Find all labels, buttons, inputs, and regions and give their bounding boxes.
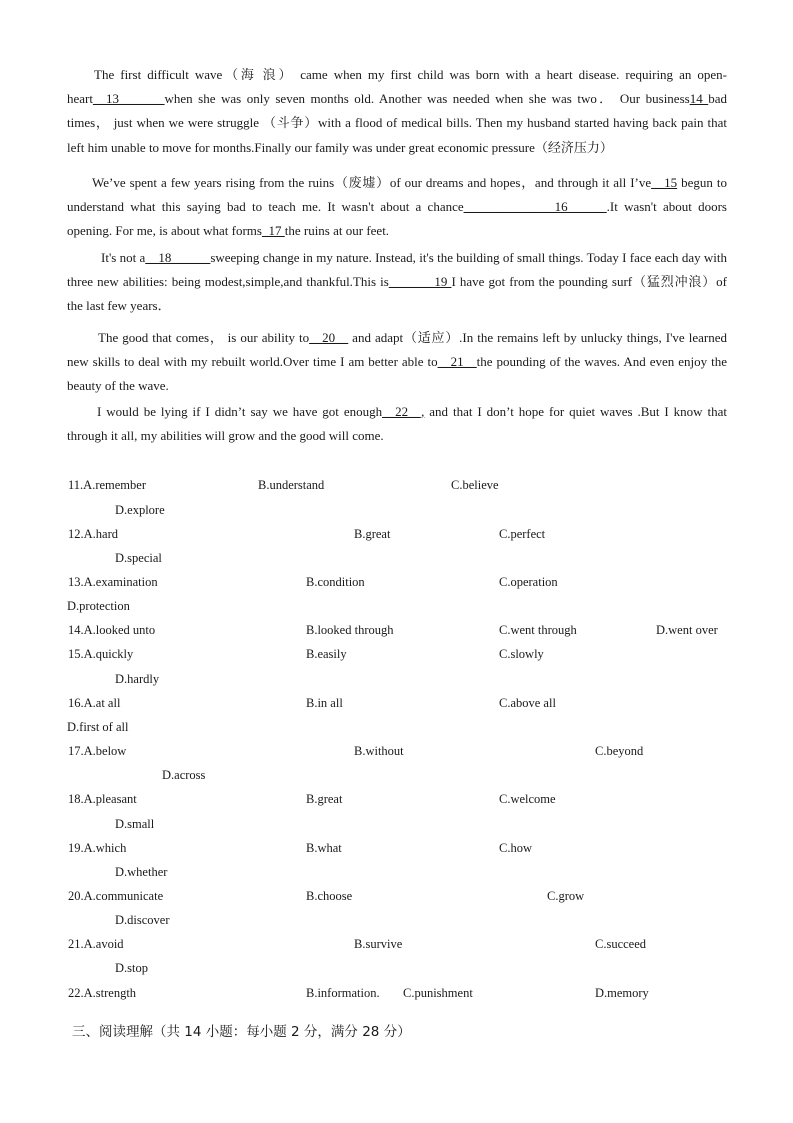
- option-16a: 16.A.at all: [68, 696, 121, 710]
- p2-text: begun to understand what this saying bad to teach me. It wasn't about a chance: [67, 175, 727, 215]
- option-18c: C.welcome: [499, 792, 556, 806]
- option-15c: C.slowly: [499, 647, 544, 661]
- p4-text: The good that comes， is our ability to: [98, 330, 310, 345]
- blank-13: __13_______: [92, 91, 165, 107]
- option-21a: 21.A.avoid: [68, 937, 124, 951]
- option-22d: D.memory: [595, 986, 649, 1000]
- blank-16: ______________16______: [463, 199, 607, 215]
- passage-paragraph-1: [67, 63, 727, 160]
- option-12b: B.great: [354, 527, 391, 541]
- option-12a: 12.A.hard: [68, 527, 118, 541]
- option-18b: B.great: [306, 792, 343, 806]
- option-16b: B.in all: [306, 696, 343, 710]
- option-12c: C.perfect: [499, 527, 546, 541]
- option-16d: D.first of all: [67, 720, 129, 734]
- p2-text: the ruins at our feet.: [284, 223, 390, 239]
- option-21d: D.stop: [115, 961, 148, 975]
- option-13c: C.operation: [499, 575, 558, 589]
- option-15b: B.easily: [306, 647, 347, 661]
- option-22b: B.information.: [306, 986, 380, 1000]
- option-13a: 13.A.examination: [68, 575, 158, 589]
- section-title-reading: 三、阅读理解（共 14 小题：每小题 2 分，满分 28 分）: [72, 1024, 411, 1040]
- option-20c: C.grow: [547, 889, 585, 903]
- option-19b: B.what: [306, 841, 342, 855]
- option-14d: D.went over: [656, 623, 718, 637]
- blank-18: __18______: [145, 250, 211, 265]
- p1-text: The first difficult wave（海 浪） came when my first child was born with a heart disease. requiring an open-heart: [67, 67, 727, 107]
- option-11a: 11.A.remember: [68, 478, 146, 492]
- passage-paragraph-5: [67, 400, 727, 448]
- p1-text: when she was only seven months old. Another was needed when she was two． Our business: [164, 91, 690, 107]
- option-17d: D.across: [162, 768, 206, 782]
- blank-21: __21__: [437, 354, 477, 370]
- blank-19: _______19: [388, 274, 452, 290]
- option-14a: 14.A.looked unto: [68, 623, 156, 637]
- p5-text: I would be lying if I didn’t say we have got enough: [97, 404, 383, 419]
- option-11d: D.explore: [115, 503, 165, 517]
- blank-22: __22__,: [382, 404, 425, 419]
- blank-17: _17: [261, 223, 285, 239]
- option-18d: D.small: [115, 817, 155, 831]
- p5-text: and that I don’t hope for quiet waves .But I know that through it all, my abilities will grow and the good will come.: [67, 404, 727, 444]
- passage-paragraph-2: [67, 171, 727, 244]
- p2-text: We’ve spent a few years rising from the ruins（废墟）of our dreams and hopes，and through it all I’ve: [92, 175, 652, 190]
- option-19a: 19.A.which: [68, 841, 127, 855]
- option-20d: D.discover: [115, 913, 170, 927]
- blank-14: 14: [689, 91, 709, 107]
- p3-text: I have got from the pounding surf（猛烈冲浪）of the last few years．: [67, 274, 727, 314]
- option-16c: C.above all: [499, 696, 556, 710]
- option-22c: C.punishment: [403, 986, 473, 1000]
- p2-text: .It wasn't about doors opening. For me, is about what forms: [67, 199, 727, 239]
- option-18a: 18.A.pleasant: [68, 792, 137, 806]
- option-14c: C.went through: [499, 623, 577, 637]
- option-13d: D.protection: [67, 599, 130, 613]
- option-19d: D.whether: [115, 865, 168, 879]
- p4-text: the pounding of the waves. And even enjoy the beauty of the wave.: [67, 354, 727, 394]
- option-22a: 22.A.strength: [68, 986, 137, 1000]
- option-11b: B.understand: [258, 478, 325, 492]
- option-20a: 20.A.communicate: [68, 889, 164, 903]
- passage-paragraph-3: [67, 246, 727, 319]
- option-15a: 15.A.quickly: [68, 647, 134, 661]
- p3-text: It's not a: [101, 250, 146, 265]
- blank-15: __15: [651, 175, 678, 190]
- option-11c: C.believe: [451, 478, 499, 492]
- option-17a: 17.A.below: [68, 744, 127, 758]
- blank-20: __20__: [309, 330, 349, 345]
- option-17c: C.beyond: [595, 744, 644, 758]
- option-15d: D.hardly: [115, 672, 160, 686]
- p3-text: sweeping change in my nature. Instead, it's the building of small things. Today I face each day with three new abilities: being modest,simple,and thankful.This is: [67, 250, 727, 290]
- option-14b: B.looked through: [306, 623, 394, 637]
- option-17b: B.without: [354, 744, 404, 758]
- option-12d: D.special: [115, 551, 162, 565]
- p4-text: and adapt（适应）.In the remains left by unlucky things, I've learned new skills to deal with my rebuilt world.Over time I am better able to: [67, 330, 727, 370]
- option-13b: B.condition: [306, 575, 365, 589]
- option-21b: B.survive: [354, 937, 403, 951]
- passage-paragraph-4: [67, 326, 727, 399]
- p1-text: bad times， just when we were struggle （斗争）with a flood of medical bills. Then my husband started having back pain that left him unable to move for months.Finally our family was under great economic pressure（经济压力）: [67, 91, 727, 155]
- option-19c: C.how: [499, 841, 532, 855]
- option-21c: C.succeed: [595, 937, 647, 951]
- option-20b: B.choose: [306, 889, 353, 903]
